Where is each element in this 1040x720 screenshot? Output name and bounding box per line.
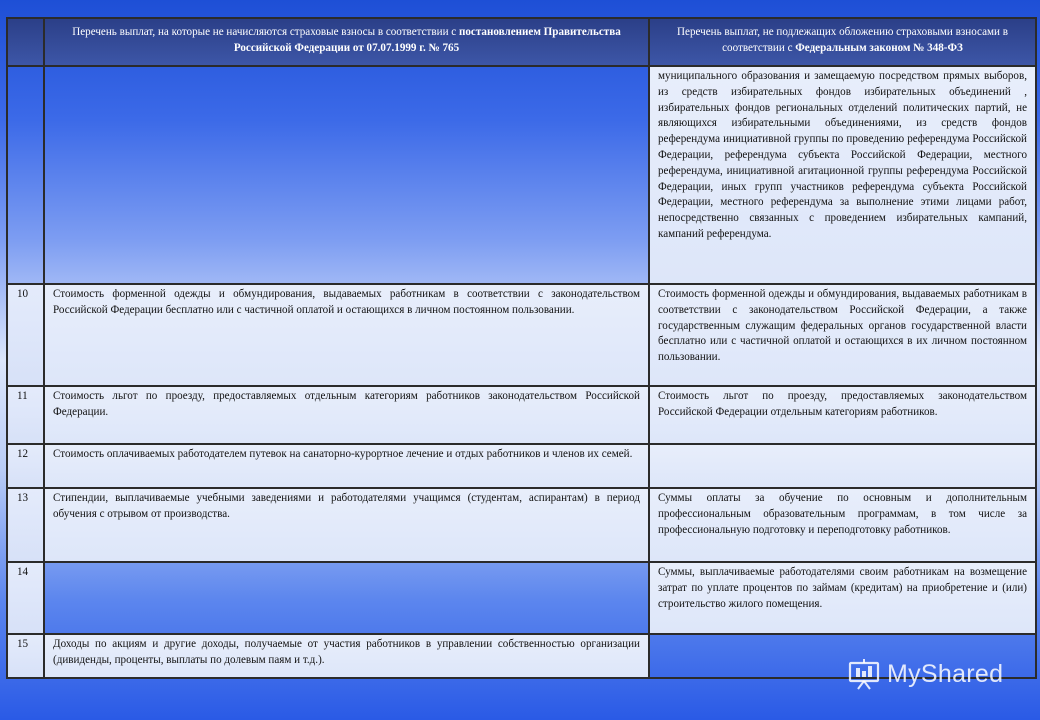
table-row — [7, 386, 1036, 444]
row-left-cell — [44, 562, 649, 634]
table-row — [7, 444, 1036, 488]
header-col1 — [44, 18, 649, 66]
header-num-cell — [7, 18, 44, 66]
row-left-cell — [44, 66, 649, 284]
header-col1-prefix: Перечень выплат, на которые не начисляются страховые взносы в соответствии с — [72, 26, 459, 38]
row-right-cell — [649, 444, 1036, 488]
row-num-cell — [7, 66, 44, 284]
presentation-board-icon — [847, 657, 881, 691]
row-right-cell: Стоимость форменной одежды и обмундирования, выдаваемых работникам в соответствии с законодательством Российской Федерации, а также государственным служащим федеральных органов государственной власти бесплатно или с частичной оплатой и остающихся в их личном постоянном пользовании. — [649, 284, 1036, 386]
watermark-text: MyShared — [887, 659, 1004, 688]
row-number: 11 — [7, 386, 44, 444]
row-number: 12 — [7, 444, 44, 488]
row-left-cell: Стоимость оплачиваемых работодателем путевок на санаторно-курортное лечение и отдых работников и членов их семей. — [44, 444, 649, 488]
header-row — [7, 18, 1036, 66]
row-left-cell: Доходы по акциям и другие доходы, получаемые от участия работников в управлении собственностью организации (дивиденды, проценты, выплаты по долевым паям и т.д.). — [44, 634, 649, 678]
header-col2-bold: Федеральным законом № 348-ФЗ — [795, 42, 963, 54]
row-right-cell: Стоимость льгот по проезду, предоставляемых законодательством Российской Федерации отдельным категориям работников. — [649, 386, 1036, 444]
row-right-cell: Суммы оплаты за обучение по основным и дополнительным профессиональным образовательным программам, в том числе за профессиональную подготовку и переподготовку работников. — [649, 488, 1036, 562]
header-col1-bold: постановлением Правительства Российской Федерации от 07.07.1999 г. № 765 — [233, 26, 621, 54]
row-left-cell: Стоимость форменной одежды и обмундирования, выдаваемых работникам в соответствии с законодательством Российской Федерации бесплатно или с частичной оплатой и остающихся в личном постоянном пользовании. — [44, 284, 649, 386]
payments-table — [6, 17, 1037, 679]
row-right-cell: Суммы, выплачиваемые работодателями своим работникам на возмещение затрат по уплате процентов по займам (кредитам) на приобретение и (или) строительство жилого помещения. — [649, 562, 1036, 634]
header-col2 — [649, 18, 1036, 66]
table-row — [7, 562, 1036, 634]
row-left-cell: Стипендии, выплачиваемые учебными заведениями и работодателями учащимся (студентам, аспирантам) в период обучения с отрывом от производства. — [44, 488, 649, 562]
row-left-cell: Стоимость льгот по проезду, предоставляемых отдельным категориям работников законодательством Российской Федерации. — [44, 386, 649, 444]
row-number: 10 — [7, 284, 44, 386]
row-number: 15 — [7, 634, 44, 678]
row-number: 14 — [7, 562, 44, 634]
row-right-cell: муниципального образования и замещаемую посредством прямых выборов, из средств избирательных фондов избирательных объединений , избирательных фондов региональных отделений политических партий, не являющихся избирательными объединениями, из средств фондов референдума инициативной группы по проведению референдума Российской Федерации, референдума субъекта Российской Федерации, местного референдума, инициативной агитационной группы референдума Российской Федерации, иных групп участников референдума субъекта Российской Федерации, местного референдума за выполнение этими лицами работ, непосредственно связанных с проведением избирательных кампаний, кампаний референдума. — [649, 66, 1036, 284]
watermark-logo — [847, 654, 1003, 694]
row-number: 13 — [7, 488, 44, 562]
table-row — [7, 488, 1036, 562]
table-row — [7, 284, 1036, 386]
table-row-continuation — [7, 66, 1036, 284]
header-col2-prefix: Перечень выплат, не подлежащих обложению страховыми взносами в соответствии с — [677, 26, 1008, 54]
